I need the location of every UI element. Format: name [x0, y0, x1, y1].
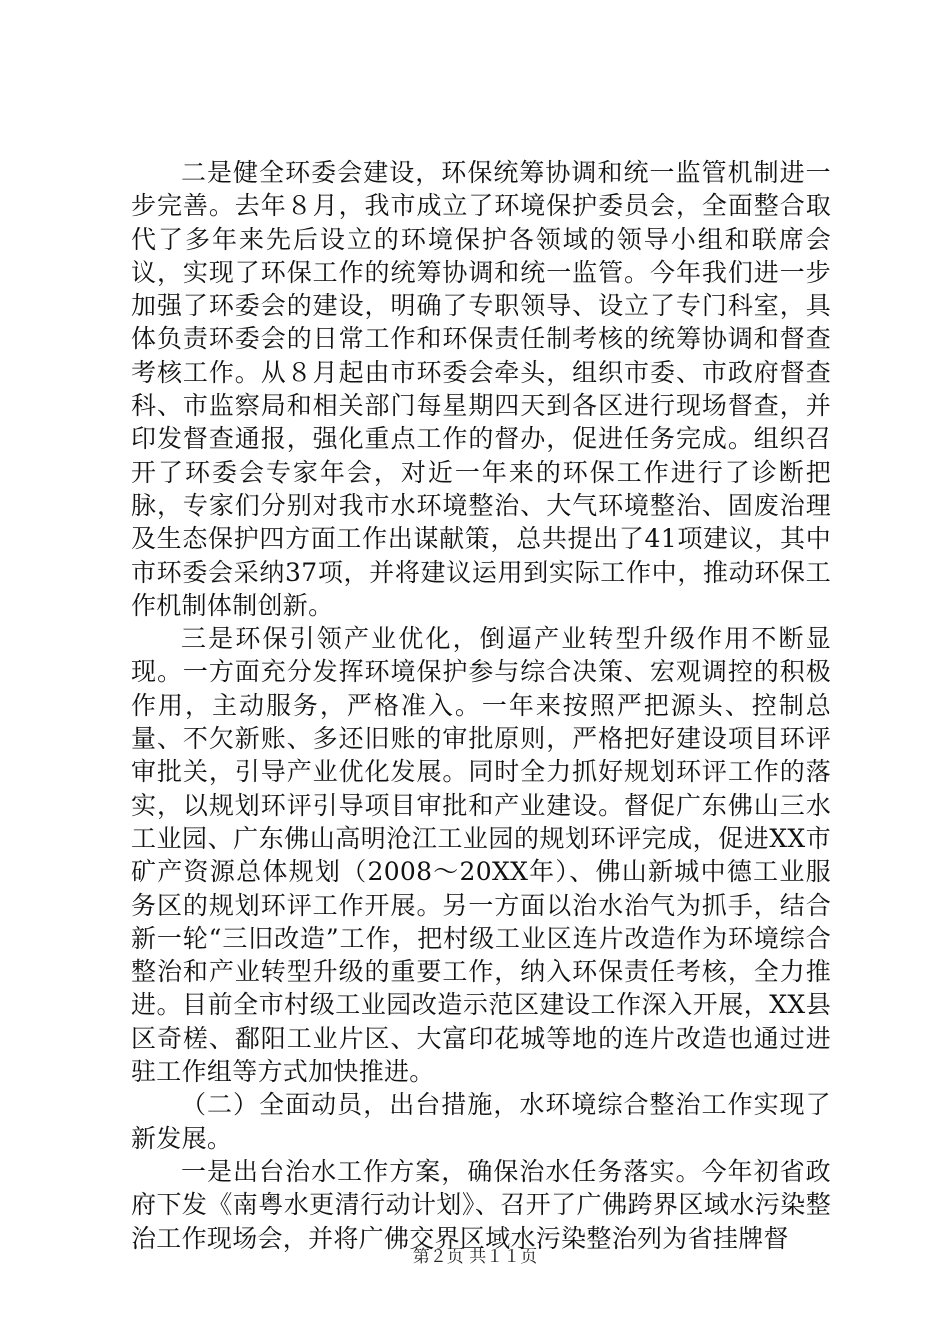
document-body [131, 156, 831, 1255]
page-number-footer: 第２页 共１１页 [412, 1247, 538, 1267]
paragraph-environment-committee: 二是健全环委会建设，环保统筹协调和统一监管机制进一步完善。去年８月，我市成立了环境保护委员会，全面整合取代了多年来先后设立的环境保护各领域的领导小组和联席会议，实现了环保工作的统筹协调和统一监管。今年我们进一步加强了环委会的建设，明确了专职领导、设立了专门科室，具体负责环委会的日常工作和环保责任制考核的统筹协调和督查考核工作。从８月起由市环委会牵头，组织市委、市政府督查科、市监察局和相关部门每星期四天到各区进行现场督查，并印发督查通报，强化重点工作的督办，促进任务完成。组织召开了环委会专家年会，对近一年来的环保工作进行了诊断把脉，专家们分别对我市水环境整治、大气环境整治、固废治理及生态保护四方面工作出谋献策，总共提出了41项建议，其中市环委会采纳37项，并将建议运用到实际工作中，推动环保工作机制体制创新。 [131, 158, 831, 620]
section-heading-water-environment: （二）全面动员，出台措施，水环境综合整治工作实现了新发展。 [131, 1090, 831, 1153]
paragraph-water-plan: 一是出台治水工作方案，确保治水任务落实。今年初省政府下发《南粤水更清行动计划》、召开了广佛跨界区域水污染整治工作现场会，并将广佛交界区域水污染整治列为省挂牌督 [131, 1156, 831, 1253]
paragraph-industry-optimization: 三是环保引领产业优化，倒逼产业转型升级作用不断显现。一方面充分发挥环境保护参与综合决策、宏观调控的积极作用，主动服务，严格准入。一年来按照严把源头、控制总量、不欠新账、多还旧账的审批原则，严格把好建设项目环评审批关，引导产业优化发展。同时全力抓好规划环评工作的落实，以规划环评引导项目审批和产业建设。督促广东佛山三水工业园、广东佛山高明沧江工业园的规划环评完成，促进XX市矿产资源总体规划（2008～20XX年）、佛山新城中德工业服务区的规划环评工作开展。另一方面以治水治气为抓手，结合新一轮“三旧改造”工作，把村级工业区连片改造作为环境综合整治和产业转型升级的重要工作，纳入环保责任考核，全力推进。目前全市村级工业园改造示范区建设工作深入开展，XX县区奇槎、鄱阳工业片区、大富印花城等地的连片改造也通过进驻工作组等方式加快推进。 [131, 624, 831, 1087]
